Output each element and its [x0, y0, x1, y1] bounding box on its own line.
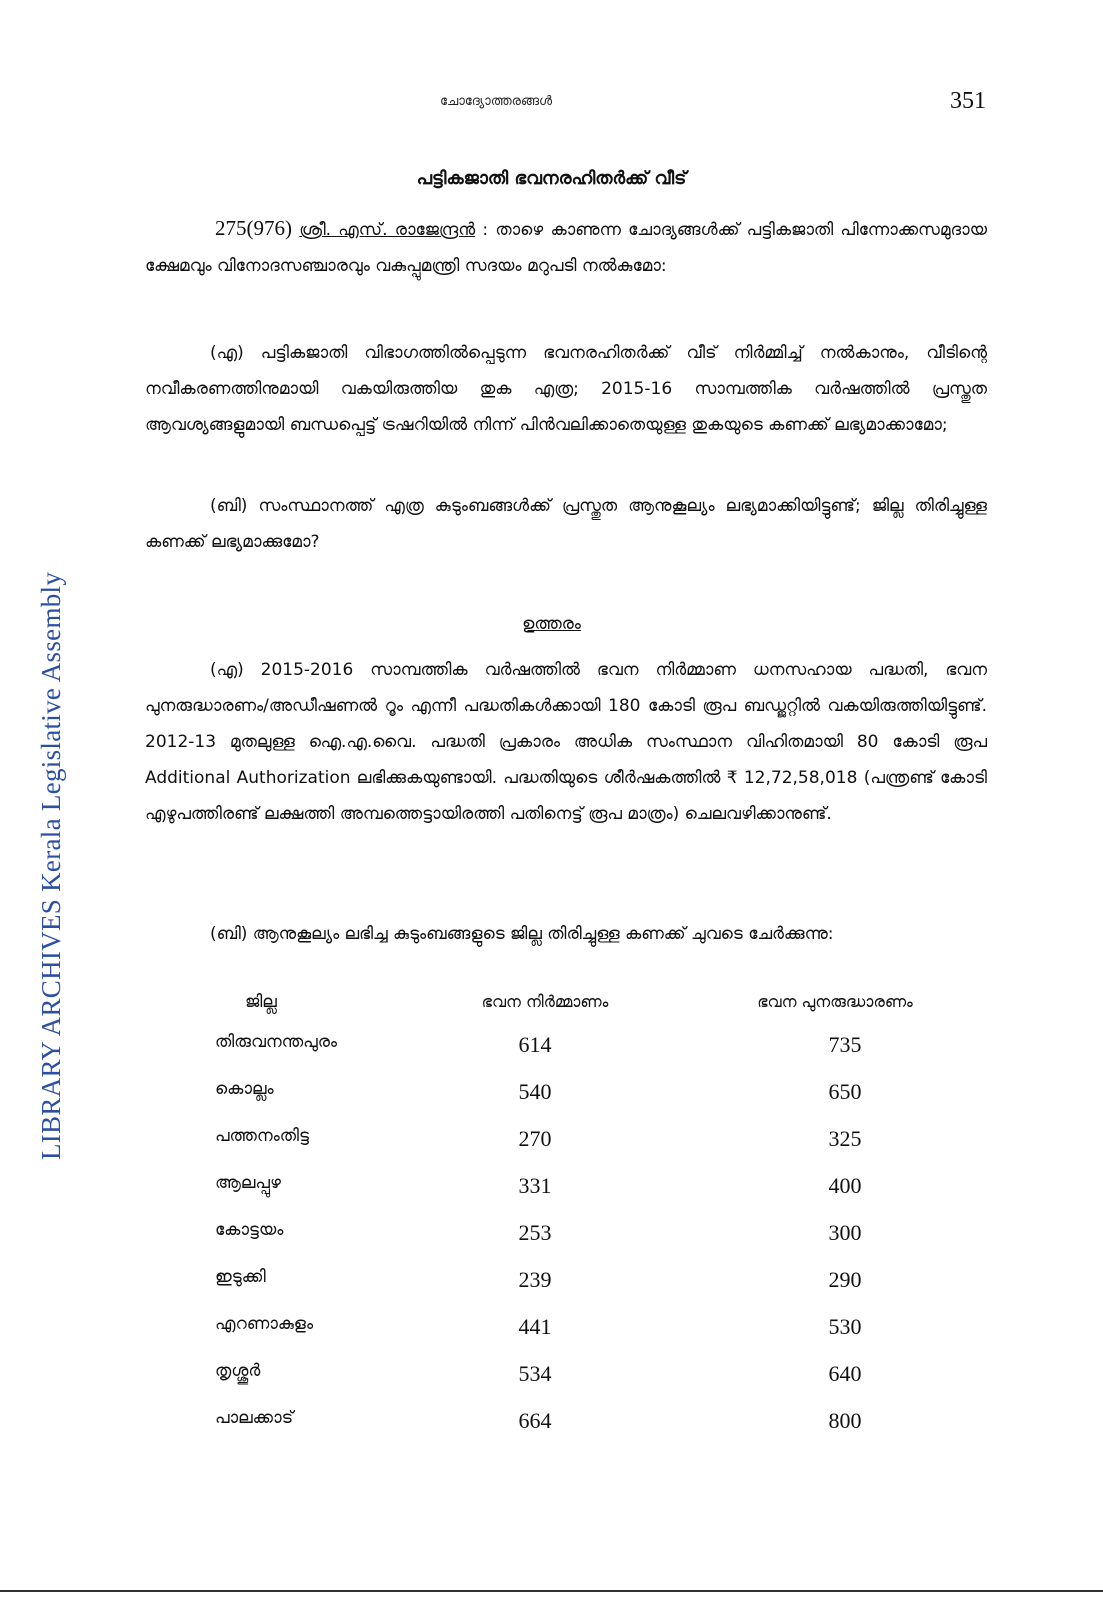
running-head: ചോദ്യോത്തരങ്ങൾ	[440, 94, 553, 109]
archive-watermark: LIBRARY ARCHIVES Kerala Legislative Assembly	[36, 571, 66, 1160]
table-header	[145, 992, 987, 1032]
construction-cell: 614	[518, 1032, 552, 1057]
district-cell: കോട്ടയം	[215, 1220, 284, 1240]
renovation-cell: 290	[828, 1267, 862, 1292]
district-cell: പാലക്കാട്	[215, 1408, 294, 1428]
question-part-a: (എ) പട്ടികജാതി വിഭാഗത്തിൽപ്പെടുന്ന ഭവനരഹിതർക്ക് വീട് നിർമ്മിച്ച് നൽകാനും, വീടിന്റെ നവീകരണത്തിനുമായി വകയിരുത്തിയ തുക എത്ര; 2015-16 സാമ്പത്തിക വർഷത്തിൽ പ്രസ്തുത ആവശ്യങ്ങളുമായി ബന്ധപ്പെട്ട് ട്രഷറിയിൽ നിന്ന് പിൻവലിക്കാതെയുള്ള തുകയുടെ കണക്ക് ലഭ്യമാക്കാമോ;	[145, 343, 987, 435]
table-row	[145, 1032, 987, 1079]
district-cell: തിരുവനന്തപുരം	[215, 1032, 337, 1052]
renovation-cell: 300	[828, 1220, 862, 1245]
answer-part-b: (ബി) ആനുകൂല്യം ലഭിച്ച കുടുംബങ്ങളുടെ ജില്ല തിരിച്ചുള്ള കണക്ക് ചുവടെ ചേർക്കുന്നു:	[210, 924, 834, 944]
district-cell: എറണാകുളം	[215, 1314, 314, 1334]
renovation-cell: 640	[828, 1361, 862, 1386]
header-renovation: ഭവന പുനരുദ്ധാരണം	[757, 992, 913, 1011]
construction-cell: 253	[518, 1220, 552, 1245]
header-construction: ഭവന നിർമ്മാണം	[481, 992, 609, 1011]
table-row	[145, 1173, 987, 1220]
page-number: 351	[950, 88, 986, 114]
construction-cell: 239	[518, 1267, 552, 1292]
construction-cell: 540	[518, 1079, 552, 1104]
district-cell: തൃശ്ശൂർ	[215, 1361, 261, 1381]
table-row	[145, 1126, 987, 1173]
renovation-cell: 400	[828, 1173, 862, 1198]
table-row	[145, 1220, 987, 1267]
member-name: ശ്രീ. എസ്. രാജേന്ദ്രൻ	[299, 220, 476, 240]
construction-cell: 534	[518, 1361, 552, 1386]
table-row	[145, 1408, 987, 1455]
table-row	[145, 1079, 987, 1126]
construction-cell: 441	[518, 1314, 552, 1339]
table-row	[145, 1361, 987, 1408]
question-intro-text: : താഴെ കാണുന്ന ചോദ്യങ്ങൾക്ക് പട്ടികജാതി പിന്നോക്കസമുദായ ക്ഷേമവും വിനോദസഞ്ചാരവും വകുപ്പുമന്ത്രി സദയം മറുപടി നൽകുമോ:	[145, 220, 988, 276]
answer-part-a: (എ) 2015-2016 സാമ്പത്തിക വർഷത്തിൽ ഭവന നിർമ്മാണ ധനസഹായ പദ്ധതി, ഭവന പുനരുദ്ധാരണം/അഡീഷണൽ റൂം എന്നീ പദ്ധതികൾക്കായി 180 കോടി രൂപ ബഡ്ജറ്റിൽ വകയിരുത്തിയിട്ടുണ്ട്. 2012-13 മുതലുള്ള ഐ.എ.വൈ. പദ്ധതി പ്രകാരം അധിക സംസ്ഥാന വിഹിതമായി 80 കോടി രൂപ Additional Authorization ലഭിക്കുകയുണ്ടായി. പദ്ധതിയുടെ ശീർഷകത്തിൽ ₹ 12,72,58,018 (പന്ത്രണ്ട് കോടി എഴുപത്തിരണ്ട് ലക്ഷത്തി അമ്പത്തെട്ടായിരത്തി പതിനെട്ട് രൂപ മാത്രം) ചെലവഴിക്കാനുണ്ട്.	[145, 660, 987, 824]
construction-cell: 331	[518, 1173, 552, 1198]
question-title: പട്ടികജാതി ഭവനരഹിതർക്ക് വീട്	[416, 168, 687, 189]
renovation-cell: 650	[828, 1079, 862, 1104]
renovation-cell: 325	[828, 1126, 862, 1151]
page-bottom-rule	[0, 1590, 1103, 1592]
question-number: 275(976)	[215, 216, 292, 240]
question-intro	[145, 210, 987, 284]
renovation-cell: 735	[828, 1032, 862, 1057]
table-row	[145, 1267, 987, 1314]
answer-heading: ഉത്തരം	[522, 614, 581, 634]
construction-cell: 664	[518, 1408, 552, 1433]
district-table	[145, 992, 987, 1455]
district-cell: കൊല്ലം	[215, 1079, 274, 1099]
header-district: ജില്ല	[245, 992, 277, 1012]
renovation-cell: 530	[828, 1314, 862, 1339]
district-cell: ഇടുക്കി	[215, 1267, 266, 1287]
district-cell: ആലപ്പുഴ	[215, 1173, 281, 1193]
district-cell: പത്തനംതിട്ട	[215, 1126, 309, 1146]
renovation-cell: 800	[828, 1408, 862, 1433]
construction-cell: 270	[518, 1126, 552, 1151]
table-row	[145, 1314, 987, 1361]
question-part-b: (ബി) സംസ്ഥാനത്ത് എത്ര കുടുംബങ്ങൾക്ക് പ്രസ്തുത ആനുകൂല്യം ലഭ്യമാക്കിയിട്ടുണ്ട്; ജില്ല തിരിച്ചുള്ള കണക്ക് ലഭ്യമാക്കുമോ?	[145, 496, 987, 552]
